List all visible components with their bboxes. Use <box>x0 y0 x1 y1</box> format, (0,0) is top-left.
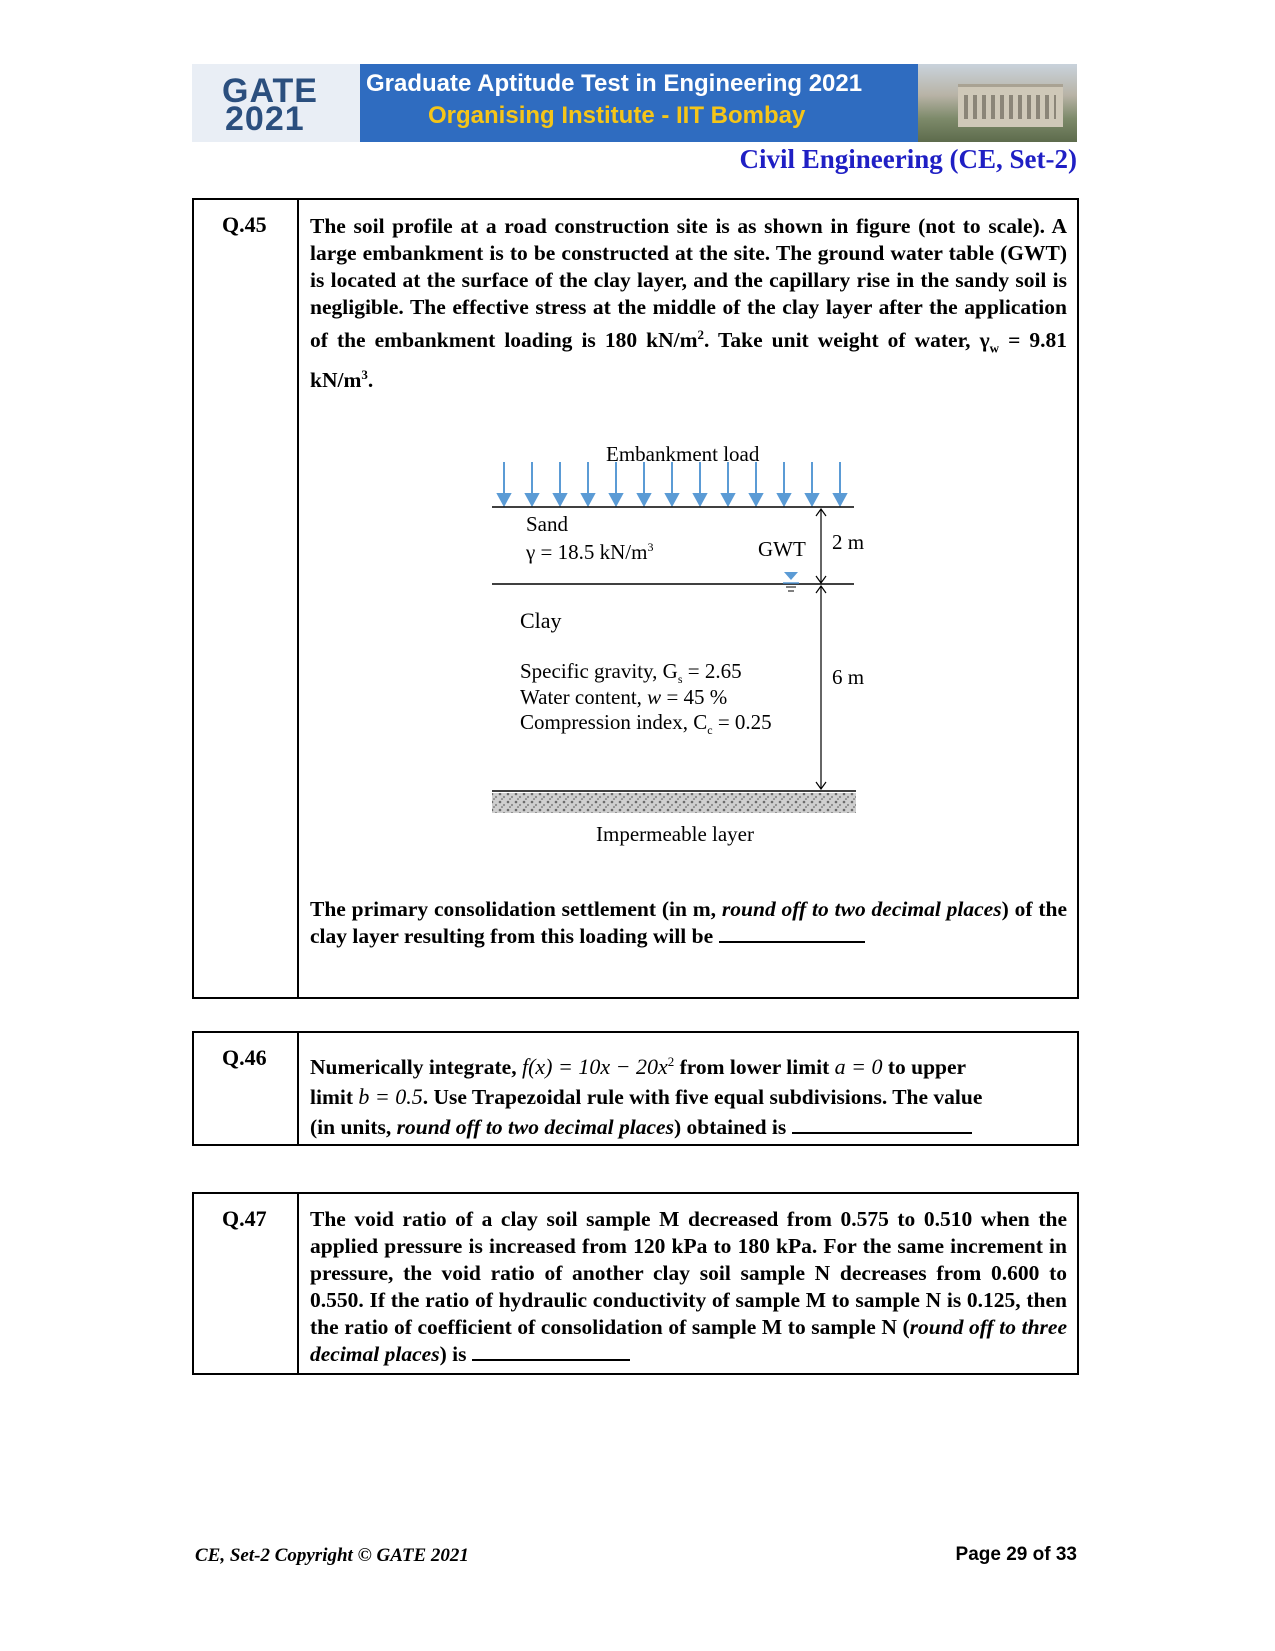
impermeable-layer-label: Impermeable layer <box>596 822 754 846</box>
question-text: Numerically integrate, $f(x) = 10x - 20x^2$ from lower limit a = 0 to upper limit b = 0.5. Use Trapezoidal rule with five equal subdivisions. The value (in units, round off to two decimal places) obtained is <box>310 1054 983 1140</box>
dimension-lines <box>816 509 826 789</box>
organising-institute: Organising Institute - IIT Bombay <box>428 102 806 129</box>
load-arrow <box>638 462 650 505</box>
load-arrow <box>722 462 734 505</box>
question-number-cell <box>194 1194 299 1373</box>
clay-water-content: Water content, w = 45 % <box>520 685 728 709</box>
answer-blank <box>719 923 865 943</box>
clay-specific-gravity: Specific gravity, $G_s = 2.65$ <box>520 659 742 687</box>
load-arrow <box>694 462 706 505</box>
question-46 <box>192 1031 1079 1146</box>
load-arrow <box>778 462 790 505</box>
load-arrow <box>834 462 846 505</box>
clay-compression-index: Compression index, $C_c = 0.25$ <box>520 710 772 738</box>
institute-photo <box>918 64 1077 142</box>
question-number: Q.45 <box>222 212 267 237</box>
clay-thickness-label: 6 m <box>832 665 865 689</box>
sand-label: Sand <box>526 512 568 536</box>
logo-line2: 2021 <box>225 100 305 138</box>
question-number: Q.46 <box>222 1045 267 1070</box>
embankment-load-label: Embankment load <box>606 442 760 466</box>
load-arrow <box>806 462 818 505</box>
subject-title: Civil Engineering (CE, Set-2) <box>739 144 1077 174</box>
clay-label: Clay <box>520 608 562 633</box>
sand-thickness-label: 2 m <box>832 530 865 554</box>
impermeable-layer-hatch <box>492 793 856 813</box>
exam-title: Graduate Aptitude Test in Engineering 2021 <box>366 70 863 97</box>
load-arrow <box>750 462 762 505</box>
footer-copyright: CE, Set-2 Copyright © GATE 2021 <box>195 1545 469 1566</box>
load-arrow <box>666 462 678 505</box>
load-arrow <box>498 462 510 505</box>
load-arrow <box>582 462 594 505</box>
load-arrows <box>498 462 846 505</box>
question-number: Q.47 <box>222 1206 267 1231</box>
logo-line1: GATE <box>222 72 318 110</box>
load-arrow <box>554 462 566 505</box>
sand-unit-weight: γ = 18.5 $kN/m^3$ <box>526 540 654 564</box>
gate-logo <box>192 64 360 142</box>
question-47 <box>192 1192 1079 1375</box>
question-text: The void ratio of a clay soil sample M decreased from 0.575 to 0.510 when the applied pressure is increased from 120 kPa to 180 kPa. For the same increment in pressure, the void ratio of another clay soil sample N decreases from 0.600 to 0.550. If the ratio of hydraulic conductivity of sample M to sample N is 0.125, then the ratio of coefficient of consolidation of sample M to sample N (round off to three decimal places) is <box>310 1207 1067 1366</box>
question-45 <box>192 198 1079 999</box>
gwt-label: GWT <box>758 537 806 561</box>
question-number-cell <box>194 1033 299 1144</box>
gwt-symbol <box>783 572 799 591</box>
answer-blank <box>792 1114 972 1134</box>
footer-page-number: Page 29 of 33 <box>955 1544 1077 1565</box>
figure-drawing <box>194 200 1077 997</box>
question-prompt: The primary consolidation settlement (in m, round off to two decimal places) of the clay layer resulting from this loading will be <box>310 897 1067 948</box>
question-intro: The soil profile at a road construction site is as shown in figure (not to scale). A large embankment is to be constructed at the site. The ground water table (GWT) is located at the surface of the clay layer, and the capillary rise in the sandy soil is negligible. The effective stress at the middle of the clay layer after the application of the embankment loading is 180 $kN/m^2$. Take unit weight of water, $\gamma_w = 9.81$ $kN/m^3$. <box>310 214 1067 393</box>
load-arrow <box>526 462 538 505</box>
answer-blank <box>472 1341 630 1361</box>
load-arrow <box>610 462 622 505</box>
